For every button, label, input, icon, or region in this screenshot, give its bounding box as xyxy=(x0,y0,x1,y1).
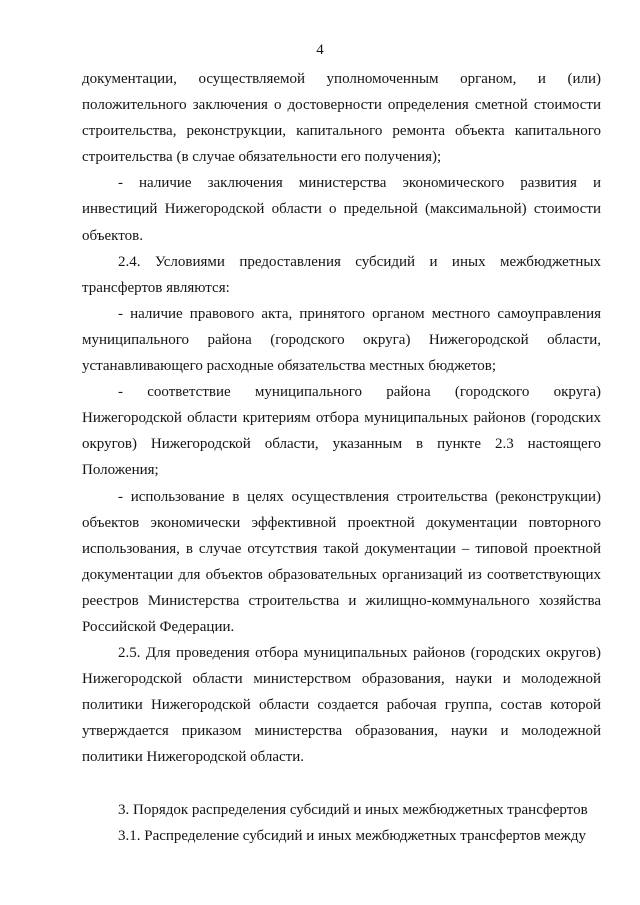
paragraph-design-docs: - использование в целях осуществления строительства (реконструкции) объектов экономически эффективной проектной документации повторного использования, в случае отсутствия такой документации – типовой проектной документации для объектов образовательных организаций из соответствующих реестров Министерства строительства и жилищно-коммунального хозяйства Российской Федерации. xyxy=(82,488,601,635)
paragraph-2-5: 2.5. Для проведения отбора муниципальных районов (городских округов) Нижегородской области министерством образования, науки и молодежной политики Нижегородской области создается рабочая группа, состав которой утверждается приказом министерства образования, науки и молодежной политики Нижегородской области. xyxy=(82,645,601,766)
document-body xyxy=(82,66,601,849)
paragraph-legal-act: - наличие правового акта, принятого органом местного самоуправления муниципального района (городского округа) Нижегородской области, устанавливающего расходные обязательства местных бюджетов; xyxy=(82,305,601,375)
paragraph-ministry-conclusion: - наличие заключения министерства экономического развития и инвестиций Нижегородской области о предельной (максимальной) стоимости объектов. xyxy=(82,175,601,244)
section-heading-3: 3. Порядок распределения субсидий и иных межбюджетных трансфертов xyxy=(118,801,588,818)
paragraph-3-1: 3.1. Распределение субсидий и иных межбюджетных трансфертов между xyxy=(118,827,587,844)
page-number: 4 xyxy=(316,42,324,58)
paragraph-2-4: 2.4. Условиями предоставления субсидий и иных межбюджетных трансфертов являются: xyxy=(82,253,601,296)
paragraph-continuation: документации, осуществляемой уполномоченным органом, и (или) положительного заключения о достоверности определения сметной стоимости строительства, реконструкции, капитального ремонта объекта капитального строительства (в случае обязательности его получения); xyxy=(82,71,601,166)
paragraph-criteria: - соответствие муниципального района (городского округа) Нижегородской области критериям отбора муниципальных районов (городских округов) Нижегородской области, указанным в пункте 2.3 настоящего Положения; xyxy=(82,384,601,479)
